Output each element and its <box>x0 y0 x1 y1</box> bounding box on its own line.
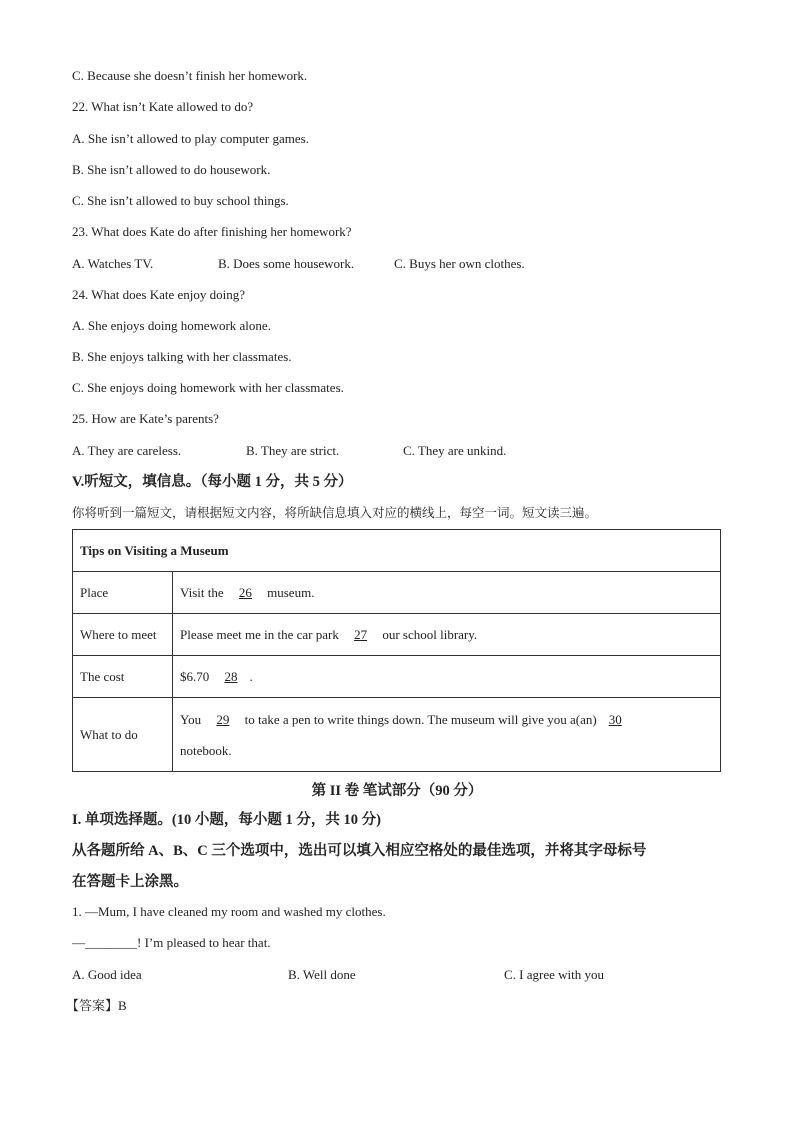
table-row <box>73 698 721 772</box>
q24-option-c: C. She enjoys doing homework with her classmates. <box>72 380 344 395</box>
row-content-cost: $6.70 28 . <box>173 656 721 698</box>
q25-options <box>72 443 506 459</box>
blank-28: 28 <box>224 668 238 684</box>
table-row <box>73 656 721 698</box>
q23-option-c: C. Buys her own clothes. <box>394 256 525 271</box>
section1-instruction-1: 从各题所给 A、B、C 三个选项中，选出可以填入相应空格处的最佳选项，并将其字母标号 <box>72 843 647 859</box>
q22-option-a: A. She isn’t allowed to play computer games. <box>72 131 309 146</box>
q25-option-c: C. They are unkind. <box>403 443 507 458</box>
table-header: Tips on Visiting a Museum <box>73 530 721 572</box>
q25-option-b: B. They are strict. <box>246 443 340 458</box>
q1-option-a: A. Good idea <box>72 967 142 982</box>
q1-reply: —________! I’m pleased to hear that. <box>72 935 271 950</box>
section1-instruction-2: 在答题卡上涂黑。 <box>72 874 188 890</box>
row-content-where: Please meet me in the car park 27 our school library. <box>173 614 721 656</box>
tips-table <box>72 529 721 772</box>
q22-option-b: B. She isn’t allowed to do housework. <box>72 162 271 177</box>
q24-stem: 24. What does Kate enjoy doing? <box>72 287 246 302</box>
q1-option-c: C. I agree with you <box>504 967 605 982</box>
row-label-what: What to do <box>73 698 173 772</box>
q21-option-c: C. Because she doesn’t finish her homework. <box>72 68 308 83</box>
q24-option-b: B. She enjoys talking with her classmates. <box>72 349 292 364</box>
q22-option-c: C. She isn’t allowed to buy school things. <box>72 193 289 208</box>
q1-option-b: B. Well done <box>288 967 356 982</box>
row-content-what: You 29 to take a pen to write things down. The museum will give you a(an) 30 notebook. <box>173 698 721 772</box>
q1-answer: 【答案】B <box>66 998 127 1013</box>
q22-stem: 22. What isn’t Kate allowed to do? <box>72 99 254 114</box>
section5-title: V.听短文，填信息。（每小题 1 分，共 5 分） <box>72 474 353 490</box>
section5-instruction: 你将听到一篇短文，请根据短文内容，将所缺信息填入对应的横线上，每空一词。短文读三遍。 <box>72 505 598 520</box>
blank-29: 29 <box>216 711 230 727</box>
table-row <box>73 614 721 656</box>
q23-options <box>72 256 525 272</box>
blank-30: 30 <box>608 711 622 727</box>
q23-option-b: B. Does some housework. <box>218 256 355 271</box>
row-label-where: Where to meet <box>73 614 173 656</box>
q23-stem: 23. What does Kate do after finishing her homework? <box>72 224 352 239</box>
q1-stem: 1. —Mum, I have cleaned my room and washed my clothes. <box>72 904 386 919</box>
blank-27: 27 <box>354 626 368 642</box>
q23-option-a: A. Watches TV. <box>72 256 154 271</box>
blank-26: 26 <box>238 584 252 600</box>
row-content-place: Visit the 26 museum. <box>173 572 721 614</box>
q25-option-a: A. They are careless. <box>72 443 182 458</box>
table-row <box>73 572 721 614</box>
q1-options <box>72 967 604 983</box>
q24-option-a: A. She enjoys doing homework alone. <box>72 318 271 333</box>
row-label-cost: The cost <box>73 656 173 698</box>
part2-title: 第 II 卷 笔试部分（90 分） <box>311 783 483 799</box>
section1-title: I. 单项选择题。(10 小题，每小题 1 分，共 10 分) <box>72 812 381 828</box>
row-label-place: Place <box>73 572 173 614</box>
q25-stem: 25. How are Kate’s parents? <box>72 411 219 426</box>
